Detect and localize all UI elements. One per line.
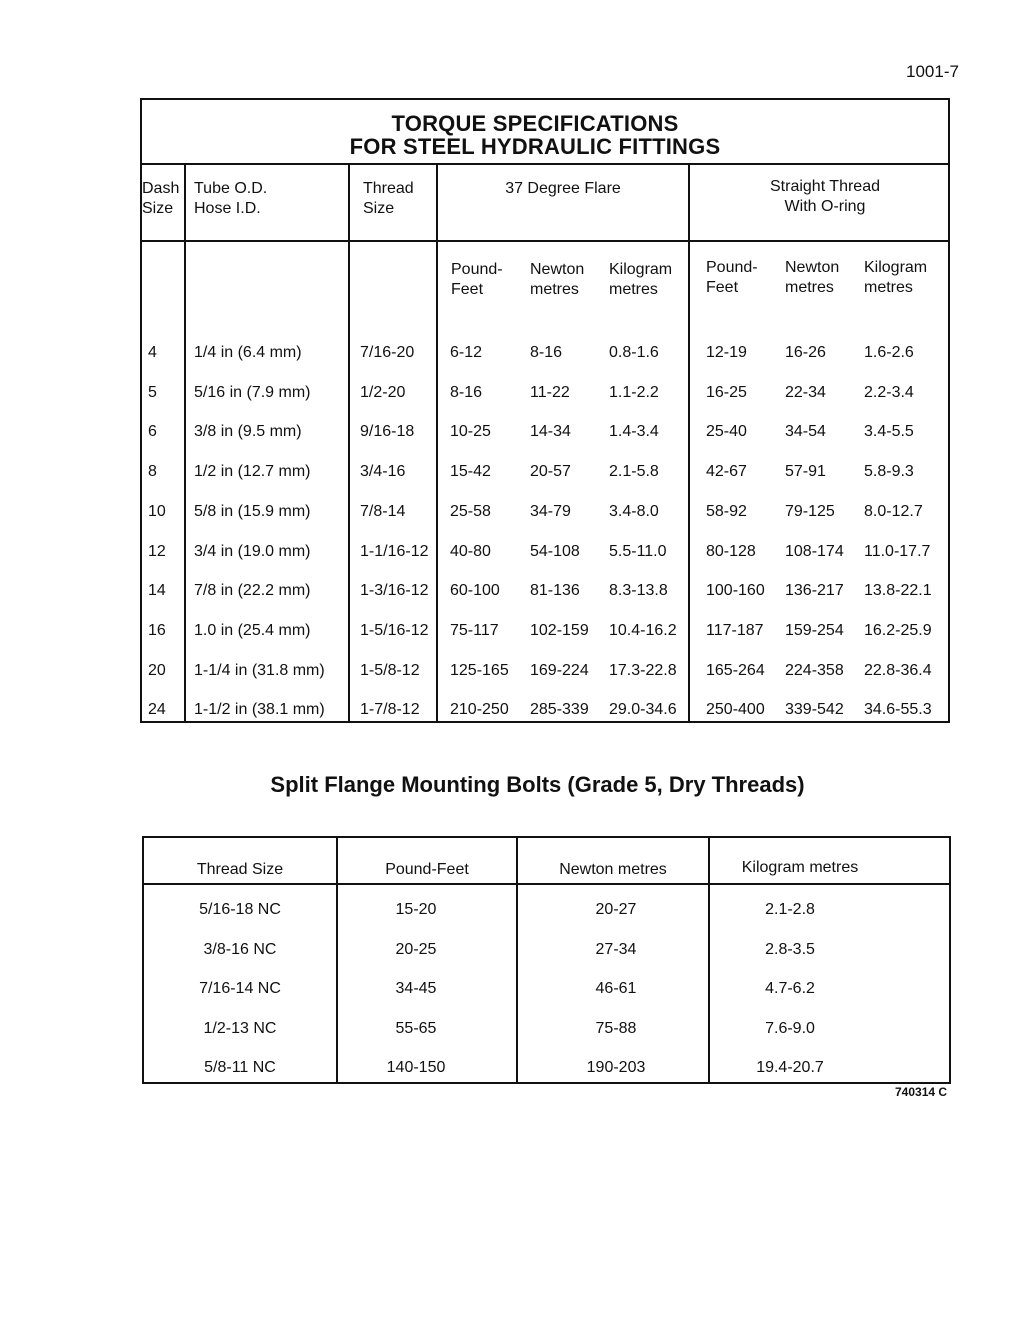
flange-header-newton-metres: Newton metres	[559, 861, 667, 878]
torque-cell: 42-67	[706, 463, 747, 481]
flange-cell: 1/2-13 NC	[203, 1019, 277, 1037]
flange-cell: 2.1-2.8	[765, 901, 815, 918]
torque-cell: 22.8-36.4	[864, 661, 932, 679]
torque-cell: 3/4-16	[360, 463, 406, 481]
torque-cell: 12	[148, 542, 166, 560]
torque-cell: 2.2-3.4	[864, 383, 914, 401]
torque-cell: 7/16-20	[360, 344, 415, 361]
flange-cell: 190-203	[586, 1059, 646, 1077]
torque-cell: 1.0 in (25.4 mm)	[194, 621, 311, 639]
subheader-flare-newton-metres: Newton metres	[530, 261, 585, 298]
flange-cell: 55-65	[395, 1019, 437, 1037]
torque-cell: 24	[148, 701, 166, 719]
torque-cell: 3.4-8.0	[609, 502, 659, 520]
torque-cell: 1/2 in (12.7 mm)	[194, 463, 311, 481]
torque-cell: 10	[148, 502, 166, 520]
flange-cell: 2.8-3.5	[765, 940, 815, 958]
torque-cell: 3/8 in (9.5 mm)	[194, 423, 302, 441]
header-tube-hose: Tube O.D. Hose I.D.	[194, 180, 268, 217]
torque-cell: 108-174	[785, 542, 844, 560]
flange-table-title: Split Flange Mounting Bolts (Grade 5, Dry Threads)	[270, 772, 805, 797]
torque-cell: 20	[148, 661, 166, 679]
torque-cell: 58-92	[706, 502, 747, 520]
flange-cell: 19.4-20.7	[756, 1059, 824, 1077]
torque-cell: 4	[148, 344, 157, 361]
torque-cell: 6	[148, 423, 157, 441]
flange-cell: 7.6-9.0	[765, 1019, 815, 1037]
torque-cell: 250-400	[706, 701, 765, 719]
flange-header-pound-feet: Pound-Feet	[385, 861, 469, 878]
torque-cell: 25-58	[450, 502, 491, 520]
torque-cell: 5/16 in (7.9 mm)	[194, 383, 311, 401]
col-divider-3	[436, 163, 438, 723]
col-divider-1	[184, 163, 186, 723]
torque-cell: 10-25	[450, 423, 491, 441]
torque-cell: 79-125	[785, 502, 835, 520]
col-divider-2	[348, 163, 350, 723]
torque-cell: 3.4-5.5	[864, 423, 914, 441]
flange-cell: 3/8-16 NC	[203, 940, 277, 958]
torque-cell: 224-358	[785, 661, 844, 679]
torque-cell: 16-26	[785, 344, 826, 361]
flange-cell: 4.7-6.2	[765, 980, 815, 998]
header-thread-size: Thread Size	[363, 180, 414, 217]
torque-cell: 1-1/16-12	[360, 542, 429, 560]
torque-cell: 136-217	[785, 582, 844, 600]
torque-cell: 100-160	[706, 582, 765, 600]
header-dash-size: Dash Size	[142, 180, 180, 217]
subheader-oring-kilogram-metres: Kilogram metres	[864, 259, 928, 296]
flange-cell: 27-34	[595, 940, 637, 958]
torque-cell: 1-3/16-12	[360, 582, 429, 600]
torque-cell: 54-108	[530, 542, 580, 560]
torque-cell: 1-7/8-12	[360, 701, 420, 719]
torque-cell: 1/4 in (6.4 mm)	[194, 344, 302, 361]
torque-cell: 339-542	[785, 701, 844, 719]
torque-cell: 1/2-20	[360, 383, 406, 401]
torque-cell: 34-79	[530, 502, 571, 520]
torque-cell: 102-159	[530, 621, 589, 639]
torque-cell: 8.0-12.7	[864, 502, 923, 520]
flange-header-kilogram-metres: Kilogram metres	[741, 859, 859, 876]
torque-cell: 125-165	[450, 661, 509, 679]
torque-cell: 16.2-25.9	[864, 621, 932, 639]
torque-cell: 11-22	[530, 383, 570, 401]
torque-cell: 34.6-55.3	[864, 701, 932, 719]
torque-cell: 80-128	[706, 542, 756, 560]
torque-cell: 75-117	[450, 621, 499, 639]
torque-cell: 285-339	[530, 701, 589, 719]
torque-cell: 9/16-18	[360, 423, 415, 441]
torque-cell: 29.0-34.6	[609, 701, 677, 719]
torque-cell: 7/8-14	[360, 502, 406, 520]
page-number: 1001-7	[906, 62, 959, 81]
torque-cell: 16	[148, 621, 166, 639]
torque-cell: 20-57	[530, 463, 571, 481]
torque-cell: 1.1-2.2	[609, 383, 659, 401]
header-37-degree-flare: 37 Degree Flare	[505, 180, 621, 197]
torque-cell: 3/4 in (19.0 mm)	[194, 542, 311, 560]
torque-cell: 57-91	[785, 463, 826, 481]
torque-cell: 12-19	[706, 344, 747, 361]
torque-cell: 15-42	[450, 463, 491, 481]
col-divider-4	[688, 163, 690, 723]
torque-cell: 60-100	[450, 582, 500, 600]
torque-cell: 8-16	[450, 383, 483, 401]
flange-header-rule	[142, 883, 951, 885]
torque-cell: 1-5/8-12	[360, 661, 420, 679]
torque-cell: 2.1-5.8	[609, 463, 659, 481]
torque-cell: 1-5/16-12	[360, 621, 429, 639]
flange-cell: 5/8-11 NC	[204, 1059, 276, 1077]
torque-cell: 5/8 in (15.9 mm)	[194, 502, 311, 520]
torque-table-title	[0, 112, 1024, 158]
flange-cell: 140-150	[386, 1059, 446, 1077]
torque-cell: 14	[148, 582, 166, 600]
torque-cell: 159-254	[785, 621, 844, 639]
header-straight-thread: Straight Thread With O-ring	[770, 178, 880, 215]
torque-cell: 5.5-11.0	[609, 542, 667, 560]
torque-cell: 5.8-9.3	[864, 463, 914, 481]
flange-cell: 15-20	[395, 901, 437, 918]
torque-cell: 81-136	[530, 582, 580, 600]
torque-cell: 17.3-22.8	[609, 661, 677, 679]
subheader-oring-newton-metres: Newton metres	[785, 259, 840, 296]
torque-cell: 1-1/4 in (31.8 mm)	[194, 661, 325, 679]
torque-cell: 13.8-22.1	[864, 582, 932, 600]
torque-cell: 210-250	[450, 701, 509, 719]
torque-cell: 0.8-1.6	[609, 344, 659, 361]
torque-cell: 7/8 in (22.2 mm)	[194, 582, 311, 600]
torque-cell: 117-187	[706, 621, 764, 639]
subheader-oring-pound-feet: Pound- Feet	[706, 259, 758, 296]
title-line-2: FOR STEEL HYDRAULIC FITTINGS	[349, 134, 721, 159]
torque-cell: 8	[148, 463, 157, 481]
torque-cell: 5	[148, 383, 157, 401]
torque-cell: 16-25	[706, 383, 747, 401]
torque-cell: 8-16	[530, 344, 563, 361]
torque-cell: 6-12	[450, 344, 483, 361]
torque-cell: 169-224	[530, 661, 589, 679]
torque-cell: 165-264	[706, 661, 765, 679]
flange-cell: 20-25	[395, 940, 437, 958]
flange-cell: 5/16-18 NC	[199, 901, 281, 918]
flange-cell: 46-61	[595, 980, 637, 998]
subheader-flare-pound-feet: Pound- Feet	[451, 261, 503, 298]
flange-cell: 75-88	[595, 1019, 637, 1037]
torque-cell: 40-80	[450, 542, 491, 560]
torque-cell: 14-34	[530, 423, 571, 441]
header-top-rule	[140, 163, 950, 165]
subheader-flare-kilogram-metres: Kilogram metres	[609, 261, 673, 298]
torque-cell: 1-1/2 in (38.1 mm)	[194, 701, 325, 719]
torque-cell: 25-40	[706, 423, 747, 441]
flange-cell: 20-27	[595, 901, 637, 918]
torque-cell: 22-34	[785, 383, 826, 401]
figure-code: 740314 C	[895, 1085, 948, 1099]
torque-cell: 8.3-13.8	[609, 582, 668, 600]
title-line-1: TORQUE SPECIFICATIONS	[391, 111, 679, 136]
header-bottom-rule	[140, 240, 950, 242]
torque-cell: 11.0-17.7	[864, 542, 931, 560]
torque-cell: 1.6-2.6	[864, 344, 914, 361]
flange-cell: 34-45	[395, 980, 437, 998]
flange-cell: 7/16-14 NC	[199, 980, 281, 998]
torque-cell: 10.4-16.2	[609, 621, 677, 639]
flange-header-thread-size: Thread Size	[196, 861, 284, 878]
torque-cell: 34-54	[785, 423, 826, 441]
torque-cell: 1.4-3.4	[609, 423, 659, 441]
